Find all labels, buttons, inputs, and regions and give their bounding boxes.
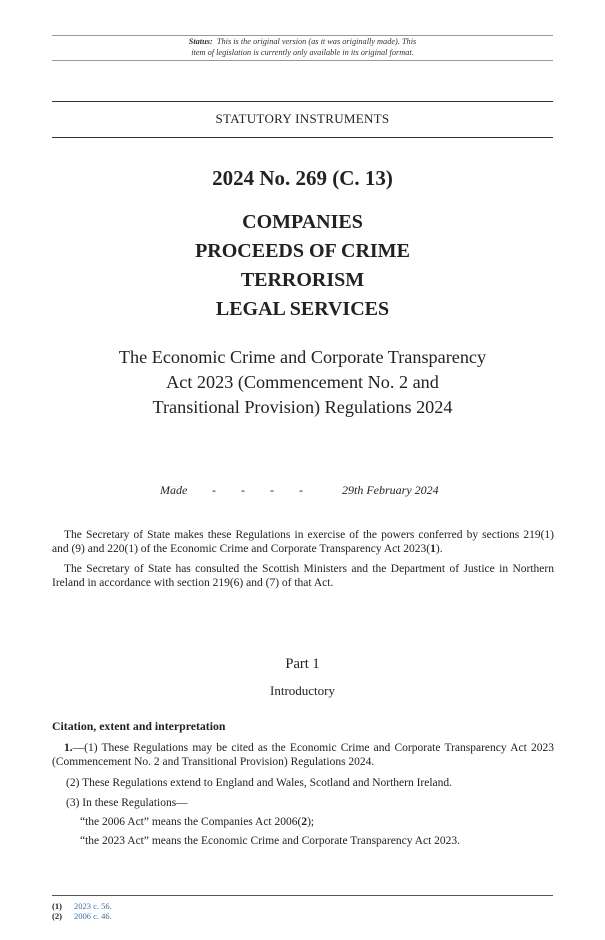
section-heading: Citation, extent and interpretation <box>52 719 226 733</box>
footnote-ref[interactable]: 2 <box>301 816 308 828</box>
made-date: 29th February 2024 <box>342 483 439 497</box>
subject-heading: LEGAL SERVICES <box>215 298 390 320</box>
footnotes <box>52 901 112 921</box>
preamble-paragraph-1: The Secretary of State makes these Regulations in exercise of the powers conferred by sections 219(1) and (9) and 220(1) of the Economic Crime and Corporate Transparency Act 2023(1). <box>52 529 554 555</box>
regulation-1-2: (2) These Regulations extend to England and Wales, Scotland and Northern Ireland. <box>66 777 453 789</box>
subject-heading: TERRORISM <box>240 269 365 291</box>
series-rule <box>52 137 553 138</box>
status-text-line2: item of legislation is currently only available in its original format. <box>191 48 414 57</box>
title-line: The Economic Crime and Corporate Transparency <box>118 347 487 367</box>
preamble-paragraph-2: The Secretary of State has consulted the Scottish Ministers and the Department of Justice in Northern Ireland in accordance with section 219(6) and (7) of that Act. <box>52 563 554 589</box>
regulation-1-1: 1.—(1) These Regulations may be cited as the Economic Crime and Corporate Transparency Act 2023 (Commencement No. 2 and Transitional Provision) Regulations 2024. <box>52 742 554 768</box>
subject-heading: COMPANIES <box>242 211 363 233</box>
footnote-ref[interactable]: 1 <box>430 543 436 555</box>
series-title: STATUTORY INSTRUMENTS <box>215 111 390 126</box>
footnote-item: (2) 2006 c. 46. <box>52 911 112 921</box>
si-number: 2024 No. 269 (C. 13) <box>212 166 393 190</box>
made-label: Made <box>160 483 188 497</box>
footnote-link[interactable]: 2023 c. 56. <box>74 901 112 911</box>
part-subtitle: Introductory <box>270 683 335 698</box>
part-title: Part 1 <box>285 656 320 672</box>
status-label: Status: <box>188 37 213 46</box>
footnote-rule <box>52 895 553 896</box>
subject-heading: PROCEEDS OF CRIME <box>195 240 410 262</box>
regulation-1-3: (3) In these Regulations— <box>66 797 188 809</box>
regulation-number: 1. <box>64 742 73 754</box>
title-line: Transitional Provision) Regulations 2024 <box>152 397 453 417</box>
subject-headings <box>0 208 605 324</box>
made-dashes: - - - - <box>212 483 314 497</box>
title-line: Act 2023 (Commencement No. 2 and <box>166 372 439 392</box>
status-text-line1: This is the original version (as it was originally made). This <box>216 37 417 46</box>
footnote-item: (1) 2023 c. 56. <box>52 901 112 911</box>
definition-2023-act: “the 2023 Act” means the Economic Crime and Corporate Transparency Act 2023. <box>80 835 461 847</box>
instrument-title <box>0 345 605 420</box>
definition-2006-act: “the 2006 Act” means the Companies Act 2006(2); <box>80 816 315 828</box>
top-rule <box>52 101 553 102</box>
status-notice <box>52 35 553 61</box>
footnote-link[interactable]: 2006 c. 46. <box>74 911 112 921</box>
